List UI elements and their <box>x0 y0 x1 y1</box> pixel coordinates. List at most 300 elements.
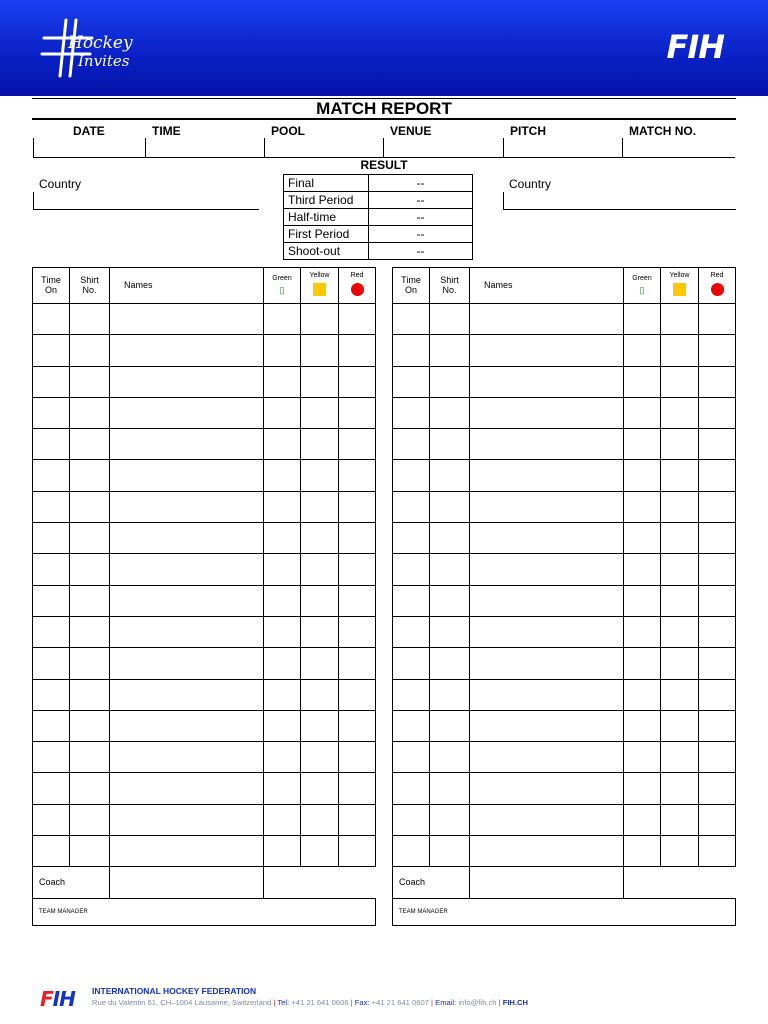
player-row <box>33 585 376 616</box>
red-card-cell[interactable] <box>339 429 376 460</box>
red-card-cell[interactable] <box>339 616 376 647</box>
red-card-cell[interactable] <box>339 585 376 616</box>
shirt-no-cell[interactable] <box>70 679 110 710</box>
player-row <box>33 491 376 522</box>
yellow-card-cell[interactable] <box>301 616 339 647</box>
player-row <box>393 491 736 522</box>
result-table <box>283 174 473 260</box>
green-card-cell[interactable] <box>264 304 301 335</box>
green-card-cell[interactable] <box>624 429 661 460</box>
hockey-invites-logo <box>40 16 136 80</box>
green-card-cell[interactable] <box>264 679 301 710</box>
player-row <box>33 648 376 679</box>
name-cell[interactable] <box>110 585 264 616</box>
green-card-icon: ▯ <box>279 284 285 295</box>
shirt-no-cell[interactable] <box>430 742 470 773</box>
shirt-no-cell[interactable] <box>70 523 110 554</box>
name-cell[interactable] <box>110 836 264 867</box>
name-cell[interactable] <box>110 773 264 804</box>
team-sheet-left <box>32 267 376 926</box>
shirt-no-cell[interactable] <box>70 585 110 616</box>
country-right-field[interactable] <box>503 192 736 210</box>
red-card-cell[interactable] <box>339 397 376 428</box>
green-card-cell[interactable] <box>624 554 661 585</box>
green-card-cell[interactable] <box>624 836 661 867</box>
time-on-cell[interactable] <box>33 742 70 773</box>
time-on-cell[interactable] <box>33 304 70 335</box>
shirt-no-cell[interactable] <box>70 742 110 773</box>
shirt-no-cell[interactable] <box>70 335 110 366</box>
red-card-cell[interactable] <box>339 491 376 522</box>
green-card-header: Green ▯ <box>624 268 661 304</box>
red-card-cell[interactable] <box>339 679 376 710</box>
yellow-card-cell[interactable] <box>301 366 339 397</box>
team-manager-label[interactable]: TEAM MANAGER <box>393 898 736 925</box>
red-card-cell[interactable] <box>339 710 376 741</box>
time-on-cell[interactable] <box>393 616 430 647</box>
time-on-cell[interactable] <box>33 648 70 679</box>
green-card-cell[interactable] <box>264 804 301 835</box>
green-card-cell[interactable] <box>264 773 301 804</box>
shirt-no-cell[interactable] <box>70 366 110 397</box>
time-on-cell[interactable] <box>33 554 70 585</box>
time-on-cell[interactable] <box>393 710 430 741</box>
green-card-cell[interactable] <box>264 836 301 867</box>
result-label: Shoot-out <box>284 243 369 260</box>
shirt-no-cell[interactable] <box>70 554 110 585</box>
time-on-cell[interactable] <box>33 335 70 366</box>
venue-label: VENUE <box>390 124 432 138</box>
red-card-cell[interactable] <box>699 742 736 773</box>
red-card-cell[interactable] <box>339 836 376 867</box>
player-row <box>393 554 736 585</box>
green-card-cell[interactable] <box>264 523 301 554</box>
time-on-cell[interactable] <box>33 773 70 804</box>
player-row <box>33 429 376 460</box>
player-row <box>393 616 736 647</box>
name-cell[interactable] <box>110 742 264 773</box>
venue-field[interactable] <box>383 138 503 158</box>
green-card-cell[interactable] <box>624 585 661 616</box>
yellow-card-cell[interactable] <box>661 616 699 647</box>
time-on-cell[interactable] <box>393 523 430 554</box>
red-card-cell[interactable] <box>339 523 376 554</box>
green-card-cell[interactable] <box>264 397 301 428</box>
shirt-no-cell[interactable] <box>430 429 470 460</box>
time-field[interactable] <box>145 138 264 158</box>
yellow-card-cell[interactable] <box>301 773 339 804</box>
yellow-card-cell[interactable] <box>301 836 339 867</box>
name-cell[interactable] <box>110 491 264 522</box>
name-cell[interactable] <box>110 554 264 585</box>
red-card-cell[interactable] <box>699 679 736 710</box>
red-card-cell[interactable] <box>699 585 736 616</box>
red-card-cell[interactable] <box>339 773 376 804</box>
result-row-shoot-out <box>284 243 473 260</box>
green-card-cell[interactable] <box>624 804 661 835</box>
name-cell[interactable] <box>470 554 624 585</box>
yellow-card-cell[interactable] <box>661 804 699 835</box>
coach-row-blank <box>624 867 736 898</box>
shirt-no-cell[interactable] <box>70 648 110 679</box>
player-row <box>393 742 736 773</box>
shirt-no-cell[interactable] <box>70 804 110 835</box>
red-card-cell[interactable] <box>699 304 736 335</box>
time-on-header: Time On <box>393 268 430 304</box>
red-card-cell[interactable] <box>699 460 736 491</box>
shirt-no-cell[interactable] <box>70 836 110 867</box>
name-cell[interactable] <box>110 460 264 491</box>
team-manager-row <box>33 898 376 925</box>
yellow-card-cell[interactable] <box>661 554 699 585</box>
result-title: RESULT <box>360 158 408 172</box>
shirt-no-cell[interactable] <box>430 585 470 616</box>
pitch-label: PITCH <box>510 124 546 138</box>
time-on-cell[interactable] <box>33 491 70 522</box>
red-card-cell[interactable] <box>699 429 736 460</box>
player-row <box>33 335 376 366</box>
green-card-cell[interactable] <box>264 742 301 773</box>
name-cell[interactable] <box>110 648 264 679</box>
time-on-cell[interactable] <box>393 773 430 804</box>
yellow-card-cell[interactable] <box>301 491 339 522</box>
coach-label: Coach <box>33 867 110 898</box>
svg-text:Hockey: Hockey <box>68 33 133 53</box>
green-card-cell[interactable] <box>624 366 661 397</box>
coach-name-cell[interactable] <box>470 867 624 898</box>
shirt-no-cell[interactable] <box>70 710 110 741</box>
time-on-cell[interactable] <box>393 836 430 867</box>
country-left-field[interactable] <box>33 192 259 210</box>
time-on-cell[interactable] <box>393 335 430 366</box>
yellow-card-cell[interactable] <box>301 460 339 491</box>
time-on-cell[interactable] <box>33 804 70 835</box>
name-cell[interactable] <box>110 523 264 554</box>
green-card-cell[interactable] <box>264 491 301 522</box>
name-cell[interactable] <box>110 397 264 428</box>
shirt-no-cell[interactable] <box>70 616 110 647</box>
green-card-cell[interactable] <box>624 679 661 710</box>
red-card-cell[interactable] <box>339 804 376 835</box>
yellow-card-cell[interactable] <box>661 585 699 616</box>
green-card-cell[interactable] <box>264 366 301 397</box>
red-card-cell[interactable] <box>339 742 376 773</box>
red-card-cell[interactable] <box>699 335 736 366</box>
red-card-cell[interactable] <box>699 491 736 522</box>
red-card-header: Red <box>699 268 736 304</box>
coach-row <box>393 867 736 898</box>
footer-fax-label: Fax: <box>354 998 370 1007</box>
yellow-card-cell[interactable] <box>301 429 339 460</box>
name-cell[interactable] <box>470 460 624 491</box>
green-card-header: Green ▯ <box>264 268 301 304</box>
shirt-no-cell[interactable] <box>430 710 470 741</box>
red-card-cell[interactable] <box>339 335 376 366</box>
green-card-cell[interactable] <box>624 335 661 366</box>
time-on-cell[interactable] <box>393 679 430 710</box>
result-row-third-period <box>284 192 473 209</box>
yellow-card-cell[interactable] <box>301 304 339 335</box>
title-bottom-rule <box>32 118 736 120</box>
yellow-card-cell[interactable] <box>661 491 699 522</box>
green-card-cell[interactable] <box>624 523 661 554</box>
shirt-no-cell[interactable] <box>70 429 110 460</box>
yellow-card-icon <box>673 283 686 296</box>
shirt-no-cell[interactable] <box>430 366 470 397</box>
yellow-card-cell[interactable] <box>661 679 699 710</box>
time-on-cell[interactable] <box>33 616 70 647</box>
shirt-no-cell[interactable] <box>430 304 470 335</box>
name-cell[interactable] <box>470 836 624 867</box>
name-cell[interactable] <box>470 366 624 397</box>
red-card-cell[interactable] <box>699 397 736 428</box>
time-on-cell[interactable] <box>393 585 430 616</box>
name-cell[interactable] <box>470 773 624 804</box>
yellow-card-cell[interactable] <box>661 397 699 428</box>
player-row <box>33 304 376 335</box>
result-score[interactable]: -- <box>369 243 473 260</box>
green-card-cell[interactable] <box>264 460 301 491</box>
red-card-cell[interactable] <box>699 773 736 804</box>
team-manager-label[interactable]: TEAM MANAGER <box>33 898 376 925</box>
shirt-no-cell[interactable] <box>430 773 470 804</box>
shirt-no-cell[interactable] <box>70 773 110 804</box>
player-row <box>33 710 376 741</box>
yellow-card-cell[interactable] <box>301 335 339 366</box>
yellow-card-cell[interactable] <box>661 366 699 397</box>
player-row <box>33 836 376 867</box>
name-cell[interactable] <box>470 679 624 710</box>
player-row <box>33 397 376 428</box>
player-row <box>393 429 736 460</box>
yellow-card-cell[interactable] <box>661 773 699 804</box>
time-on-cell[interactable] <box>393 366 430 397</box>
time-on-cell[interactable] <box>33 585 70 616</box>
name-cell[interactable] <box>470 804 624 835</box>
name-cell[interactable] <box>470 648 624 679</box>
shirt-no-header: Shirt No. <box>70 268 110 304</box>
name-cell[interactable] <box>110 429 264 460</box>
time-label: TIME <box>152 124 181 138</box>
red-card-cell[interactable] <box>699 554 736 585</box>
match-no-field[interactable] <box>622 138 735 158</box>
name-cell[interactable] <box>470 304 624 335</box>
name-cell[interactable] <box>110 304 264 335</box>
green-card-cell[interactable] <box>624 491 661 522</box>
time-on-cell[interactable] <box>393 397 430 428</box>
footer-website-link[interactable]: FIH.CH <box>502 998 528 1007</box>
result-score[interactable]: -- <box>369 226 473 243</box>
green-card-cell[interactable] <box>264 335 301 366</box>
svg-text:Invites: Invites <box>78 52 130 70</box>
green-card-cell[interactable] <box>264 554 301 585</box>
footer-org-name: INTERNATIONAL HOCKEY FEDERATION <box>92 986 257 996</box>
green-card-cell[interactable] <box>264 585 301 616</box>
green-card-cell[interactable] <box>624 460 661 491</box>
shirt-no-cell[interactable] <box>430 648 470 679</box>
time-on-cell[interactable] <box>393 491 430 522</box>
result-score[interactable]: -- <box>369 192 473 209</box>
player-row <box>393 366 736 397</box>
result-score[interactable]: -- <box>369 175 473 192</box>
footer-email[interactable]: info@fih.ch <box>458 998 497 1007</box>
result-label: Third Period <box>284 192 369 209</box>
red-card-cell[interactable] <box>699 710 736 741</box>
time-on-cell[interactable] <box>393 648 430 679</box>
player-row <box>33 460 376 491</box>
names-header: Names <box>110 268 264 304</box>
name-cell[interactable] <box>110 710 264 741</box>
red-card-cell[interactable] <box>699 366 736 397</box>
yellow-card-cell[interactable] <box>661 304 699 335</box>
yellow-card-cell[interactable] <box>301 397 339 428</box>
green-card-cell[interactable] <box>624 304 661 335</box>
yellow-card-cell[interactable] <box>301 585 339 616</box>
shirt-no-cell[interactable] <box>430 679 470 710</box>
name-cell[interactable] <box>470 742 624 773</box>
name-cell[interactable] <box>470 585 624 616</box>
yellow-card-cell[interactable] <box>301 679 339 710</box>
red-card-cell[interactable] <box>339 554 376 585</box>
time-on-cell[interactable] <box>33 366 70 397</box>
sheet-header-row <box>33 268 376 304</box>
green-card-cell[interactable] <box>624 648 661 679</box>
name-cell[interactable] <box>470 616 624 647</box>
player-row <box>33 742 376 773</box>
red-card-cell[interactable] <box>699 616 736 647</box>
player-row <box>393 836 736 867</box>
player-row <box>393 773 736 804</box>
footer-contact-line: Rue du Valentin 61, CH–1004 Lausanne, Switzerland | Tel: +41 21 641 0606 | Fax: +41 21 641 0607 | Email: info@fih.ch | FIH.CH <box>92 998 528 1007</box>
green-card-cell[interactable] <box>264 616 301 647</box>
result-score[interactable]: -- <box>369 209 473 226</box>
shirt-no-cell[interactable] <box>430 491 470 522</box>
time-on-cell[interactable] <box>33 710 70 741</box>
shirt-no-cell[interactable] <box>70 491 110 522</box>
yellow-card-icon <box>313 283 326 296</box>
red-card-cell[interactable] <box>699 836 736 867</box>
result-label: Half-time <box>284 209 369 226</box>
yellow-card-cell[interactable] <box>301 742 339 773</box>
green-card-icon: ▯ <box>639 284 645 295</box>
shirt-no-cell[interactable] <box>70 397 110 428</box>
time-on-cell[interactable] <box>33 836 70 867</box>
shirt-no-cell[interactable] <box>430 335 470 366</box>
shirt-no-cell[interactable] <box>430 397 470 428</box>
name-cell[interactable] <box>470 335 624 366</box>
shirt-no-cell[interactable] <box>70 460 110 491</box>
red-card-cell[interactable] <box>699 523 736 554</box>
footer-fax: +41 21 641 0607 <box>371 998 429 1007</box>
red-card-cell[interactable] <box>339 366 376 397</box>
time-on-cell[interactable] <box>393 429 430 460</box>
player-row <box>393 304 736 335</box>
red-card-cell[interactable] <box>699 804 736 835</box>
yellow-card-cell[interactable] <box>301 648 339 679</box>
green-card-cell[interactable] <box>624 710 661 741</box>
time-on-cell[interactable] <box>33 679 70 710</box>
time-on-cell[interactable] <box>393 304 430 335</box>
green-card-cell[interactable] <box>624 742 661 773</box>
shirt-no-cell[interactable] <box>430 804 470 835</box>
yellow-card-cell[interactable] <box>661 648 699 679</box>
shirt-no-header: Shirt No. <box>430 268 470 304</box>
date-field[interactable] <box>33 138 145 158</box>
green-card-cell[interactable] <box>264 710 301 741</box>
time-on-cell[interactable] <box>393 554 430 585</box>
pool-field[interactable] <box>264 138 383 158</box>
yellow-card-cell[interactable] <box>301 554 339 585</box>
time-on-cell[interactable] <box>33 460 70 491</box>
yellow-card-cell[interactable] <box>661 429 699 460</box>
name-cell[interactable] <box>110 679 264 710</box>
time-on-cell[interactable] <box>393 742 430 773</box>
time-on-cell[interactable] <box>33 397 70 428</box>
yellow-card-cell[interactable] <box>301 523 339 554</box>
yellow-card-cell[interactable] <box>661 335 699 366</box>
shirt-no-cell[interactable] <box>430 616 470 647</box>
result-row-final <box>284 175 473 192</box>
green-card-cell[interactable] <box>264 648 301 679</box>
coach-name-cell[interactable] <box>110 867 264 898</box>
yellow-card-cell[interactable] <box>661 523 699 554</box>
green-card-cell[interactable] <box>264 429 301 460</box>
name-cell[interactable] <box>110 616 264 647</box>
name-cell[interactable] <box>470 429 624 460</box>
yellow-card-cell[interactable] <box>661 742 699 773</box>
yellow-card-cell[interactable] <box>301 804 339 835</box>
coach-row-blank <box>264 867 376 898</box>
shirt-no-cell[interactable] <box>430 836 470 867</box>
player-row <box>33 804 376 835</box>
shirt-no-cell[interactable] <box>430 460 470 491</box>
time-on-cell[interactable] <box>33 523 70 554</box>
red-card-cell[interactable] <box>339 460 376 491</box>
pitch-field[interactable] <box>503 138 622 158</box>
green-card-cell[interactable] <box>624 773 661 804</box>
footer-fih-logo: FIH <box>40 987 75 1011</box>
green-card-cell[interactable] <box>624 616 661 647</box>
name-cell[interactable] <box>470 491 624 522</box>
name-cell[interactable] <box>110 804 264 835</box>
player-row <box>33 773 376 804</box>
yellow-card-cell[interactable] <box>301 710 339 741</box>
shirt-no-cell[interactable] <box>430 523 470 554</box>
footer-tel-label: Tel: <box>277 998 290 1007</box>
name-cell[interactable] <box>470 710 624 741</box>
red-card-cell[interactable] <box>339 304 376 335</box>
red-card-cell[interactable] <box>699 648 736 679</box>
time-on-cell[interactable] <box>33 429 70 460</box>
name-cell[interactable] <box>470 523 624 554</box>
time-on-cell[interactable] <box>393 804 430 835</box>
country-left-label: Country <box>39 177 82 191</box>
red-card-cell[interactable] <box>339 648 376 679</box>
shirt-no-cell[interactable] <box>70 304 110 335</box>
player-row <box>33 523 376 554</box>
name-cell[interactable] <box>110 335 264 366</box>
time-on-cell[interactable] <box>393 460 430 491</box>
name-cell[interactable] <box>110 366 264 397</box>
name-cell[interactable] <box>470 397 624 428</box>
yellow-card-cell[interactable] <box>661 836 699 867</box>
yellow-card-cell[interactable] <box>661 710 699 741</box>
player-row <box>393 648 736 679</box>
yellow-card-cell[interactable] <box>661 460 699 491</box>
shirt-no-cell[interactable] <box>430 554 470 585</box>
sheet-header-row <box>393 268 736 304</box>
green-card-cell[interactable] <box>624 397 661 428</box>
